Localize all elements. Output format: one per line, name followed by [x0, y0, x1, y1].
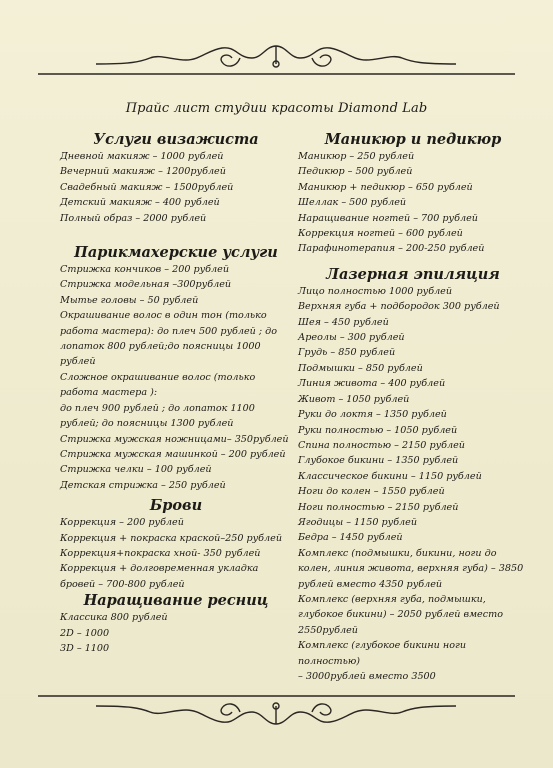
laser-services-list [298, 284, 528, 685]
list-item: Стрижка модельная –300рублей [60, 279, 232, 291]
list-item: Коррекция + долговременная укладка бровей – 700-800 рублей [60, 563, 259, 590]
list-item: Детский макияж – 400 рублей [60, 197, 220, 209]
list-item: Маникюр + педикюр – 650 рублей [298, 181, 473, 193]
list-item: Ноги полностью – 2150 рублей [298, 501, 459, 513]
list-item: Коррекция + покраска краской–250 рублей [60, 532, 283, 544]
list-item: Дневной макияж – 1000 рублей [60, 151, 224, 162]
list-item: Лицо полностью 1000 рублей [298, 285, 453, 297]
section-heading-makeup: Услуги визажиста [93, 131, 259, 148]
list-item: Комплекс (верхняя губа, подмышки, глубокое бикини) – 2050 рублей вместо 2550рублей [298, 593, 503, 636]
list-item: Стрижка мужская ножницами– 350рублей [60, 433, 289, 445]
list-item: Шея – 450 рублей [298, 316, 389, 328]
list-item: Руки до локтя – 1350 рублей [298, 409, 447, 421]
makeup-services-list [60, 149, 292, 226]
lash-services-list [60, 610, 292, 656]
left-column [60, 131, 292, 656]
list-item: Ягодицы – 1150 рублей [298, 516, 418, 528]
list-item: Спина полностью – 2150 рублей [298, 439, 465, 451]
list-item: Полный образ – 2000 рублей [60, 212, 207, 224]
section-heading-lashes: Наращивание ресниц [83, 592, 269, 610]
list-item: Коррекция+покраска хной- 350 рублей [60, 547, 261, 559]
list-item: Вечерний макияж – 1200рублей [60, 166, 226, 178]
list-item: Живот – 1050 рублей [298, 393, 410, 405]
list-item: Коррекция ногтей – 600 рублей [298, 228, 463, 240]
list-item: Грудь – 850 рублей [298, 347, 396, 359]
list-item: Наращивание ногтей – 700 рублей [298, 212, 478, 224]
list-item: Стрижка мужская машинкой – 200 рублей [60, 448, 286, 460]
list-item: Стрижка кончиков – 200 рублей [60, 264, 230, 276]
list-item: Ноги до колен – 1550 рублей [298, 486, 445, 498]
list-item: Глубокое бикини – 1350 рублей [298, 455, 459, 467]
section-heading-brows: Брови [149, 497, 203, 515]
list-item: Шеллак – 500 рублей [298, 197, 407, 209]
top-ornament [0, 38, 553, 80]
list-item: Мытье головы – 50 рублей [60, 294, 199, 306]
hair-services-list [60, 262, 292, 493]
list-item: Свадебный макияж – 1500рублей [60, 181, 234, 193]
list-item: Сложное окрашивание волос (только работа мастера ): до плеч 900 рублей ; до лопаток 1100 рублей; до поясницы 1300 рублей [60, 371, 256, 430]
nail-services-list [298, 149, 528, 257]
right-column [298, 131, 528, 684]
list-item: Стрижка челки – 100 рублей [60, 464, 212, 476]
list-item: Верхняя губа + подбородок 300 рублей [298, 301, 500, 313]
section-heading-laser: Лазерная эпиляция [326, 265, 500, 283]
list-item: Педикюр – 500 рублей [298, 166, 413, 178]
section-heading-hairdressing: Парикмахерские услуги [74, 244, 278, 262]
list-item: Комплекс (глубокое бикини ноги полностью) – 3000рублей вместо 3500 [298, 640, 467, 682]
list-item: Ареолы – 300 рублей [298, 332, 405, 344]
list-item: Классическое бикини – 1150 рублей [298, 470, 482, 482]
list-item: Маникюр – 250 рублей [298, 151, 415, 162]
list-item: Линия живота – 400 рублей [298, 378, 446, 390]
list-item: Руки полностью – 1050 рублей [298, 424, 458, 436]
list-item: 3D – 1100 [60, 642, 110, 654]
bottom-ornament [0, 690, 553, 732]
list-item: Коррекция – 200 рублей [60, 517, 184, 529]
list-item: Комплекс (подмышки, бикини, ноги до колен, линия живота, верхняя губа) – 3850 рублей вместо 4350 рублей [298, 547, 524, 590]
brow-services-list [60, 515, 292, 592]
section-heading-manicure: Маникюр и педикюр [324, 131, 502, 148]
list-item: Подмышки – 850 рублей [298, 362, 423, 374]
list-item: Парафинотерапия – 200-250 рублей [298, 243, 485, 255]
page-title: Прайс лист студии красоты Diamond Lab [125, 101, 428, 116]
list-item: Классика 800 рублей [60, 612, 168, 624]
list-item: Бедра – 1450 рублей [298, 532, 403, 544]
list-item: Детская стрижка – 250 рублей [60, 479, 226, 491]
list-item: 2D – 1000 [60, 627, 110, 639]
list-item: Окрашивание волос в один тон (только работа мастера): до плеч 500 рублей ; до лопаток 800 рублей;до поясницы 1000 рублей [60, 310, 278, 368]
